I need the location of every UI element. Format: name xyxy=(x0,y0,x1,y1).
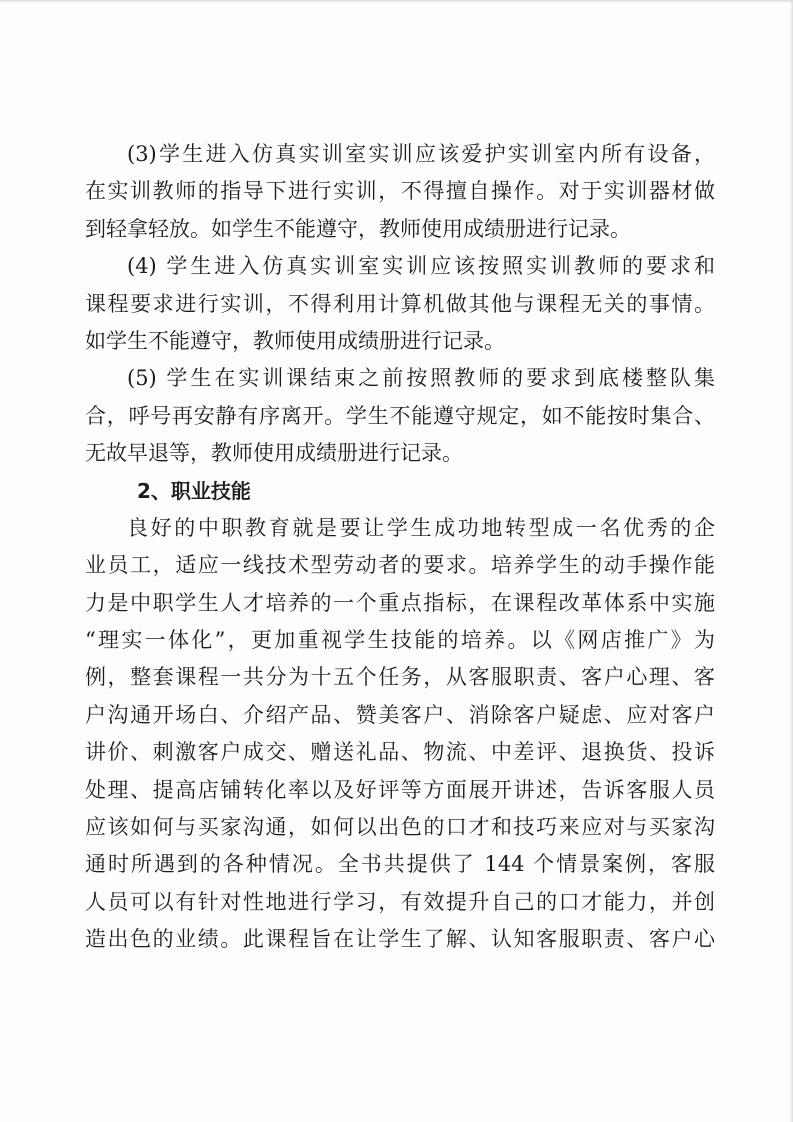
paragraph-skills-line-1: 良好的中职教育就是要让学生成功地转型成一名优秀的企 xyxy=(127,515,715,540)
paragraph-3-line-3: 到轻拿轻放。如学生不能遵守，教师使用成绩册进行记录。 xyxy=(85,216,631,241)
paragraph-skills-line-8: 处理、提高店铺转化率以及好评等方面展开讲述，告诉客服人员 xyxy=(85,777,715,802)
paragraph-skills-line-9: 应该如何与买家沟通，如何以出色的口才和技巧来应对与买家沟 xyxy=(85,815,715,840)
paragraph-5-line-1: (5) 学生在实训课结束之前按照教师的要求到底楼整队集 xyxy=(127,366,715,391)
paragraph-5-line-3: 无故早退等，教师使用成绩册进行记录。 xyxy=(85,441,463,466)
paragraph-4-line-3: 如学生不能遵守，教师使用成绩册进行记录。 xyxy=(85,328,505,353)
paragraph-skills-line-5: 例，整套课程一共分为十五个任务，从客服职责、客户心理、客 xyxy=(85,665,715,690)
paragraph-skills-line-4: “理实一体化”，更加重视学生技能的培养。以《网店推广》为 xyxy=(85,628,715,653)
paragraph-4-line-1: (4) 学生进入仿真实训室实训应该按照实训教师的要求和 xyxy=(127,254,715,279)
scan-edge-top xyxy=(0,0,793,3)
paragraph-5-line-2: 合，呼号再安静有序离开。学生不能遵守规定，如不能按时集合、 xyxy=(85,403,715,428)
paragraph-skills-line-2: 业员工，适应一线技术型劳动者的要求。培养学生的动手操作能 xyxy=(85,553,715,578)
paragraph-skills-line-10: 通时所遇到的各种情况。全书共提供了 144 个情景案例，客服 xyxy=(85,852,715,877)
paragraph-4-line-2: 课程要求进行实训，不得利用计算机做其他与课程无关的事情。 xyxy=(85,291,715,316)
paragraph-skills-line-6: 户沟通开场白、介绍产品、赞美客户、消除客户疑虑、应对客户 xyxy=(85,702,715,727)
section-heading: 2、职业技能 xyxy=(137,478,251,503)
paragraph-skills-line-7: 讲价、刺激客户成交、赠送礼品、物流、中差评、退换货、投诉 xyxy=(85,740,715,765)
body-text xyxy=(85,136,715,959)
paragraph-skills-line-3: 力是中职学生人才培养的一个重点指标，在课程改革体系中实施 xyxy=(85,590,715,615)
paragraph-3-line-1: (3)学生进入仿真实训室实训应该爱护实训室内所有设备， xyxy=(127,142,715,166)
paragraph-skills-line-12: 造出色的业绩。此课程旨在让学生了解、认知客服职责、客户心 xyxy=(85,927,715,952)
paragraph-3-line-2: 在实训教师的指导下进行实训，不得擅自操作。对于实训器材做 xyxy=(85,179,715,204)
paragraph-skills-line-11: 人员可以有针对性地进行学习，有效提升自己的口才能力，并创 xyxy=(85,889,715,914)
